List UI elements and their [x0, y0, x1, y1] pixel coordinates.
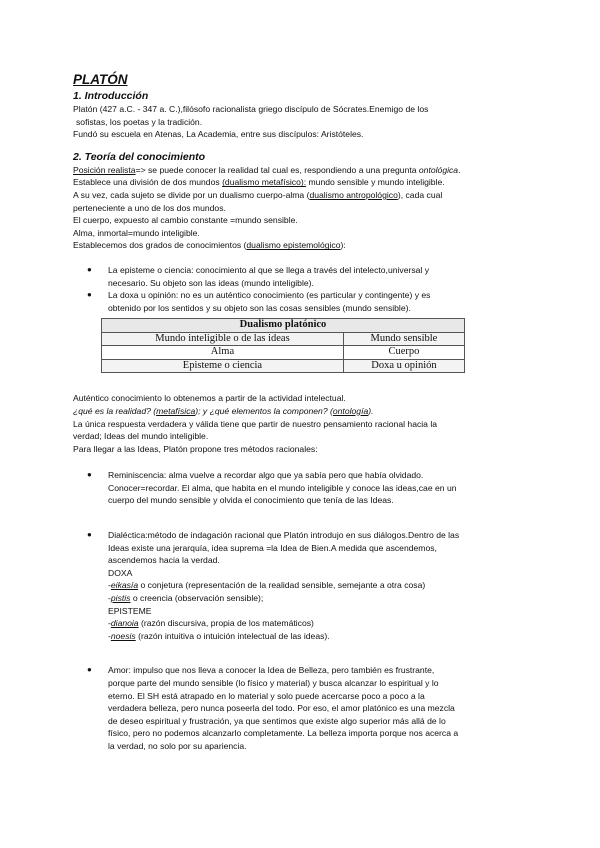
label-doxa: DOXA	[108, 567, 133, 578]
text-span: mundo sensible y mundo inteligible.	[306, 177, 445, 188]
text-span: (razón discursiva, propia de los matemáticos)	[138, 618, 314, 629]
text-line: verdadera belleza, pero nunca poseerla del todo. Por eso, el amor platónico es una mezcla	[108, 703, 455, 714]
text-line: porque parte del mundo sensible (lo físico y material) y busca alcanzar lo espiritual y lo	[108, 678, 439, 688]
text-span: ).	[368, 405, 374, 416]
text-span: => se puede conocer la realidad tal cual es, respondiendo a una pregunta	[135, 164, 419, 175]
list-item-amor	[73, 664, 533, 752]
text-span: ), cada cual	[397, 189, 443, 200]
methods-list	[73, 469, 533, 752]
text-line: La doxa u opinión: no es un auténtico conocimiento (es particular y contingente) y es	[108, 290, 431, 301]
text-line: físico, pero no podemos alcanzarlo completamente. La belleza importa porque nos acerca a	[108, 728, 459, 739]
text-line: -pistis o creencia (observación sensible);	[108, 593, 264, 604]
term-eikasia: eikasía	[110, 580, 139, 591]
bullet-icon: ●	[87, 665, 92, 675]
text-line: perteneciente a uno de los dos mundos.	[73, 202, 226, 213]
document-title: PLATÓN	[73, 72, 128, 87]
text-line: Auténtico conocimiento lo obtenemos a partir de la actividad intelectual.	[73, 393, 346, 404]
bullet-icon: ●	[87, 264, 92, 274]
label-episteme: EPISTEME	[108, 605, 152, 616]
text-line: de deseo espiritual y frustración, ya que sentimos que existe algo superior más allá de lo	[108, 715, 446, 726]
text-line: verdad; Ideas del mundo inteligible.	[73, 431, 209, 442]
knowledge-list	[73, 264, 533, 314]
text-line: -noesis (razón intuitiva o intuición intelectual de las ideas).	[108, 630, 330, 641]
text-line: Dialéctica:método de indagación racional que Platón introdujo en sus diálogos.Dentro de las	[108, 530, 460, 541]
text-line: Platón (427 a.C. - 347 a. C.),filósofo racionalista griego discípulo de Sócrates.Enemigo de los	[73, 104, 429, 114]
text-line: La única respuesta verdadera y válida tiene que partir de nuestro pensamiento racional hacia la	[73, 418, 438, 429]
section-2-heading: 2. Teoría del conocimiento	[73, 150, 206, 163]
text-line: Amor: impulso que nos lleva a conocer la Idea de Belleza, pero también es frustrante,	[108, 665, 435, 676]
term-dualismo-epistemologico: dualismo epistemológico	[246, 240, 341, 251]
bullet-icon: ●	[87, 530, 92, 540]
table-row	[102, 359, 465, 373]
conclusion-block	[73, 392, 533, 752]
text-line: Ideas existe una jerarquía, idea suprema =la Idea de Bien.A medida que ascendemos,	[108, 542, 437, 553]
term-pistis: pistis	[110, 593, 131, 604]
text-line	[73, 239, 533, 252]
text-line	[73, 176, 533, 189]
term-dianoia: dianoia	[110, 618, 139, 629]
text-span: (razón intuitiva o intuición intelectual de las ideas).	[135, 630, 330, 641]
table-row	[102, 332, 465, 346]
text-line: El cuerpo, expuesto al cambio constante =mundo sensible.	[73, 215, 298, 226]
table-cell: Alma	[102, 346, 344, 360]
text-span: .	[458, 164, 461, 175]
text-span: Establece una división de dos mundos	[73, 177, 223, 188]
table-cell: Cuerpo	[343, 346, 464, 360]
document-page	[73, 72, 533, 753]
text-span: o creencia (observación sensible);	[130, 593, 264, 604]
text-line: -eikasía o conjetura (representación de la realidad sensible, semejante a otra cosa)	[108, 580, 426, 591]
text-line: la verdad, no solo por su apariencia.	[108, 740, 247, 751]
text-span: ):	[340, 240, 346, 251]
text-line: cuerpo del mundo sensible y olvida el conocimiento que tenía de las Ideas.	[108, 495, 394, 506]
section-1-heading: 1. Introducción	[73, 90, 149, 102]
list-item	[73, 264, 533, 289]
term-dualismo-metafisico: (dualismo metafísico):	[222, 177, 307, 188]
text-line: sofistas, los poetas y la tradición.	[76, 116, 203, 127]
table-cell: Episteme o ciencia	[102, 359, 344, 373]
term-ontologica: ontológica	[418, 164, 459, 175]
term-ontologia: ontología	[332, 405, 369, 416]
section-1-body	[73, 103, 533, 141]
text-line: -dianoia (razón discursiva, propia de los matemáticos)	[108, 618, 314, 629]
text-span: o conjetura (representación de la realidad sensible, semejante a otra cosa)	[138, 580, 426, 591]
text-line: necesario. Su objeto son las ideas (mundo inteligible).	[108, 277, 314, 288]
bullet-icon: ●	[87, 290, 92, 300]
list-item-reminiscencia	[73, 469, 533, 507]
text-span: ); y ¿qué elementos la componen? (	[195, 405, 333, 416]
text-line: Para llegar a las Ideas, Platón propone tres métodos racionales:	[73, 443, 318, 454]
text-line: Reminiscencia: alma vuelve a recordar algo que ya sabía pero que había olvidado.	[108, 470, 424, 481]
text-span: Establecemos dos grados de conocimientos (	[73, 240, 247, 251]
table-cell: Mundo sensible	[343, 332, 464, 346]
text-line	[73, 189, 533, 202]
text-line: obtenido por los sentidos y su objeto son las cosas sensibles (mundo sensible).	[108, 302, 411, 313]
text-line: Conocer=recordar. El alma, que habita en el mundo inteligible y conoce las ideas,cae en un	[108, 482, 457, 493]
table-cell: Mundo inteligible o de las ideas	[102, 332, 344, 346]
text-line	[73, 164, 533, 177]
list-item-dialectica	[73, 529, 533, 642]
bullet-icon: ●	[87, 470, 92, 480]
section-2-body	[73, 164, 533, 315]
table-cell: Doxa u opinión	[343, 359, 464, 373]
term-posicion-realista: Posición realista	[73, 164, 136, 175]
text-line	[73, 405, 533, 418]
text-line: Fundó su escuela en Atenas, La Academia, entre sus discípulos: Aristóteles.	[73, 129, 364, 140]
table-row	[102, 346, 465, 360]
text-line: ascendemos hacia la verdad.	[108, 555, 220, 566]
list-item	[73, 289, 533, 314]
term-noesis: noesis	[110, 630, 136, 641]
table-title: Dualismo platónico	[102, 319, 465, 333]
dualism-table	[101, 318, 465, 373]
text-line: La episteme o ciencia: conocimiento al que se llega a través del intelecto,universal y	[108, 264, 430, 275]
text-line: eterno. El SH está atrapado en lo material y solo puede acercarse poco a poco a la	[108, 690, 425, 701]
text-span: A su vez, cada sujeto se divide por un dualismo cuerpo-alma (	[73, 189, 310, 200]
text-line: Alma, inmortal=mundo inteligible.	[73, 227, 200, 238]
term-metafisica: metafísica	[156, 405, 196, 416]
term-dualismo-antropologico: dualismo antropológico	[309, 189, 398, 200]
text-span: ¿qué es la realidad? (	[73, 405, 157, 416]
